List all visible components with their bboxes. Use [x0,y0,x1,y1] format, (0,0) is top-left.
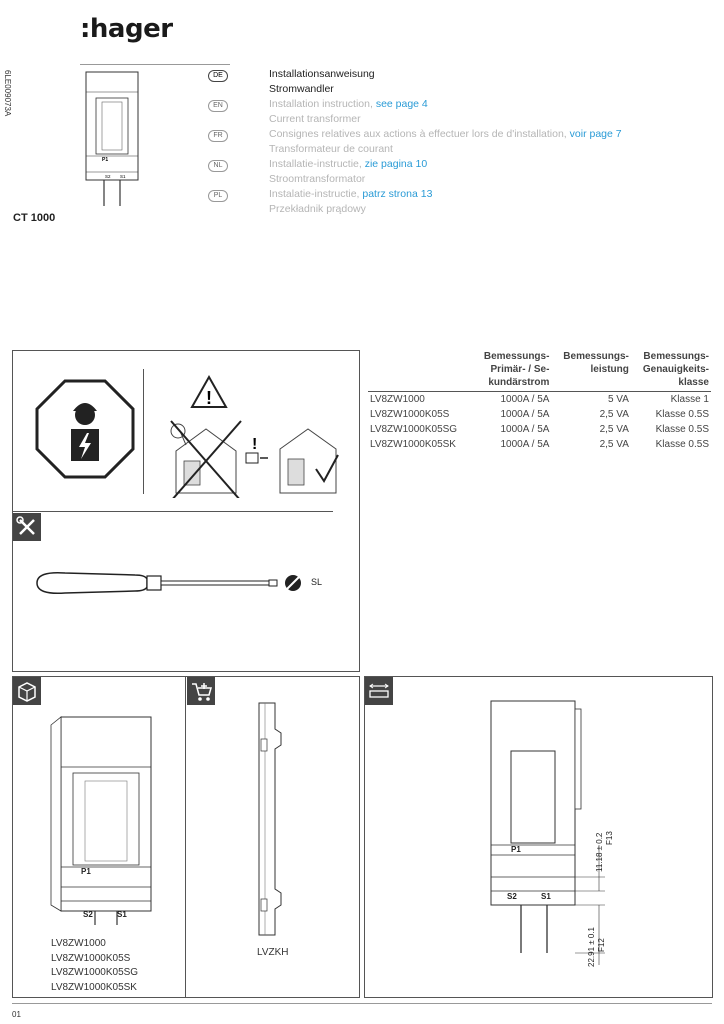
accessory-clip-drawing [245,699,295,939]
table-row [368,437,711,452]
svg-text:S1: S1 [120,174,126,179]
table-row [368,392,711,408]
table-cell: Klasse 0.5S [655,409,709,420]
page-link[interactable]: patrz strona 13 [362,188,433,200]
svg-text:S2: S2 [105,174,111,179]
model-item: LV8ZW1000K05SK [51,981,137,993]
safety-tools-panel [12,350,360,672]
table-cell: 2,5 VA [599,409,629,420]
dim-terminal-p1-label: P1 [511,845,521,854]
language-title: Installation instruction, see page 4 [269,98,428,110]
table-cell: 2,5 VA [599,439,629,450]
model-list [51,937,138,995]
package-contents-icon [13,677,41,705]
table-row [368,422,711,437]
table-row [368,407,711,422]
panel-divider-vertical [143,369,144,494]
package-contents-panel [12,676,360,998]
rating-table [368,350,711,452]
model-item: LV8ZW1000K05S [51,952,131,964]
table-cell: LV8ZW1000K05S [370,409,450,420]
table-cell: Klasse 1 [670,394,709,405]
dim-upper-value: 11.18 ± 0.2 [595,832,604,872]
language-title: Installationsanweisung [269,68,375,80]
page-link[interactable]: zie pagina 10 [364,158,428,170]
terminal-s1-label: S1 [117,910,127,919]
terminal-s2-label: S2 [83,910,93,919]
table-cell: 5 VA [607,394,629,405]
language-subtitle: Stroomtransformator [269,173,366,185]
tools-divider [13,511,333,512]
table-cell: 2,5 VA [599,424,629,435]
dim-lower-value: 22.91 ± 0.1 [587,927,596,967]
screwdriver-size-label: SL [311,577,323,587]
page-number: 01 [12,1010,21,1019]
model-item: LV8ZW1000K05SG [51,967,139,978]
language-code-badge: DE [208,70,228,82]
page-link[interactable]: see page 4 [375,98,428,110]
dim-terminal-s2-label: S2 [507,892,517,901]
language-code-badge: EN [208,100,228,112]
tools-icon [13,513,41,541]
language-code-badge: FR [208,130,228,142]
screwdriver-icon [35,563,335,603]
product-name: CT 1000 [13,212,56,224]
cart-accessory-icon [187,677,215,705]
model-item: LV8ZW1000 [51,938,106,949]
language-subtitle: Przekładnik prądowy [269,203,366,215]
svg-text:P1: P1 [102,157,109,163]
table-header-cell: Bemessungs- Primär- / Se- kundärstrom [483,351,550,388]
doc-number: 6LE009073A [3,70,12,117]
table-cell: LV8ZW1000K05SK [370,439,456,450]
dimensions-panel [364,676,713,998]
table-cell: 1000A / 5A [500,439,550,450]
svg-text:!: ! [206,388,212,408]
table-cell: LV8ZW1000 [370,394,425,405]
dim-upper-ref: F13 [605,831,614,845]
language-subtitle: Stromwandler [269,83,334,95]
language-code-badge: PL [208,190,228,202]
package-divider [185,677,186,997]
table-cell: 1000A / 5A [500,424,550,435]
dim-lower-ref: F12 [597,938,606,952]
terminal-p1-label: P1 [81,867,91,876]
language-title: Instalatie-instructie, patrz strona 13 [269,188,433,200]
table-cell: Klasse 0.5S [655,439,709,450]
product-sketch-small [80,68,150,210]
table-cell: 1000A / 5A [500,409,550,420]
dimensions-icon [365,677,393,705]
language-code-badge: NL [208,160,228,172]
table-cell: 1000A / 5A [500,394,550,405]
header-divider [80,64,230,65]
table-header-row [368,350,711,392]
product-drawing [47,711,167,931]
dim-terminal-s1-label: S1 [541,892,551,901]
language-subtitle: Current transformer [269,113,361,125]
electrician-warning-icon [35,379,135,479]
svg-text:!: ! [252,436,258,453]
accessory-label: LVZKH [257,947,289,958]
table-cell: Klasse 0.5S [655,424,709,435]
language-title: Consignes relatives aux actions à effectuer lors de d'installation, voir page 7 [269,128,622,140]
language-subtitle: Transformateur de courant [269,143,393,155]
page-link[interactable]: voir page 7 [569,128,622,140]
language-title: Installatie-instructie, zie pagina 10 [269,158,428,170]
table-header-cell: Bemessungs- Genauigkeits- klasse [642,351,709,388]
warning-triangle-icon [156,373,356,498]
table-cell: LV8ZW1000K05SG [370,424,458,435]
table-header-cell: Bemessungs- leistung [563,351,629,375]
table-header-cell [368,350,472,392]
brand-logo: :hager [80,14,173,44]
footer-divider [12,1003,712,1004]
